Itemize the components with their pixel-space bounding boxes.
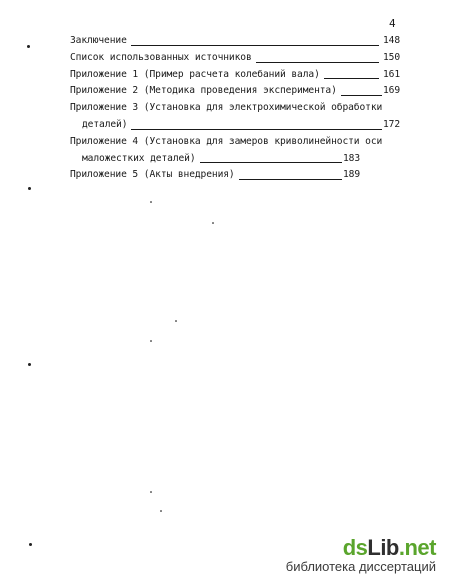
- toc-entry-appendix-5: [70, 167, 400, 184]
- scan-speck: [212, 222, 214, 224]
- toc-entry-title: Приложение 1 (Пример расчета колебаний вала): [70, 68, 320, 80]
- toc-leader-line: [200, 162, 342, 163]
- watermark-subtitle: библиотека диссертаций: [285, 559, 436, 574]
- scan-speck: [28, 187, 31, 190]
- toc-entry-appendix-1: [70, 67, 400, 84]
- toc-entry-continuation: деталей): [82, 118, 128, 130]
- toc-leader-line: [239, 179, 342, 180]
- logo-lib: Lib: [367, 535, 399, 560]
- toc-entry-title: Приложение 3 (Установка для электрохимической обработки: [70, 102, 383, 114]
- scan-speck: [175, 320, 177, 322]
- toc-entry-page: 183: [342, 152, 360, 164]
- toc-entry-appendix-3-continuation: [70, 117, 400, 134]
- table-of-contents: [70, 33, 400, 184]
- toc-entry-sources: [70, 50, 400, 67]
- scan-speck: [29, 543, 32, 546]
- scan-speck: [150, 340, 152, 342]
- toc-entry-page: 150: [382, 51, 400, 63]
- dslib-watermark: [286, 537, 436, 575]
- toc-leader-line: [256, 62, 379, 63]
- toc-entry-title: Приложение 5 (Акты внедрения): [70, 169, 235, 181]
- scan-speck: [28, 363, 31, 366]
- toc-entry-page: 161: [382, 68, 400, 80]
- toc-entry-page: 169: [382, 85, 400, 97]
- toc-entry-page: 148: [382, 35, 400, 46]
- toc-entry-title: Приложение 2 (Методика проведения эксперимента): [70, 85, 337, 97]
- toc-entry-title: Приложение 4 (Установка для замеров криволинейности оси: [70, 135, 383, 147]
- toc-entry-page: 172: [382, 118, 400, 130]
- scan-speck: [27, 45, 30, 48]
- toc-entry-appendix-4-continuation: [70, 151, 400, 168]
- scan-speck: [150, 201, 152, 203]
- scan-speck: [160, 510, 162, 512]
- dslib-logo: [286, 537, 436, 559]
- toc-entry-continuation: маложестких деталей): [82, 152, 196, 164]
- toc-leader-line: [324, 78, 379, 79]
- page-number: 4: [389, 17, 396, 30]
- logo-ds: ds: [342, 535, 368, 560]
- toc-leader-line: [131, 45, 379, 46]
- toc-entry-appendix-3: [70, 100, 400, 117]
- toc-leader-line: [131, 129, 382, 130]
- toc-entry-title: Заключение: [70, 35, 127, 46]
- toc-entry-conclusion: [70, 33, 400, 50]
- scan-speck: [150, 491, 152, 493]
- toc-entry-title: Список использованных источников: [70, 51, 252, 63]
- logo-net: .net: [398, 535, 436, 560]
- toc-entry-appendix-4: [70, 134, 400, 151]
- toc-leader-line: [341, 95, 382, 96]
- toc-entry-page: 189: [342, 169, 360, 181]
- toc-entry-appendix-2: [70, 83, 400, 100]
